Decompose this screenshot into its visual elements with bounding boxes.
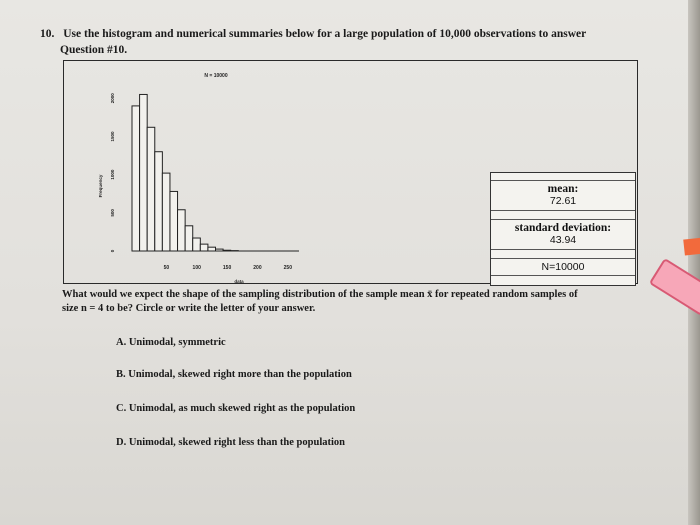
summary-blank-row xyxy=(491,276,635,285)
y-tick-label: 1500 xyxy=(110,131,115,142)
question-number: 10. xyxy=(40,28,55,40)
histogram-bar xyxy=(223,250,231,251)
histogram-bar xyxy=(193,238,201,251)
option-c[interactable]: C. Unimodal, as much skewed right as the population xyxy=(116,403,356,414)
histogram-bar xyxy=(208,247,216,251)
y-tick-label: 500 xyxy=(110,209,115,217)
sd-value: 43.94 xyxy=(549,234,577,246)
histogram-bar xyxy=(147,127,155,251)
y-tick-label: 0 xyxy=(110,249,115,253)
question-text-line2: Question #10. xyxy=(60,44,128,56)
chart-title: N = 10000 xyxy=(204,73,228,79)
histogram-chart xyxy=(64,61,424,283)
x-tick-label: 250 xyxy=(283,265,292,271)
question-prompt xyxy=(62,288,652,316)
histogram-bar xyxy=(170,191,178,251)
mean-label: mean: xyxy=(547,183,579,195)
y-tick-label: 1000 xyxy=(110,169,115,180)
y-tick-label: 2000 xyxy=(110,93,115,104)
histogram-bar xyxy=(155,152,163,251)
histogram-bar xyxy=(132,106,140,251)
x-axis-label: data xyxy=(234,279,244,283)
numerical-summary-table xyxy=(490,172,636,286)
x-tick-label: 50 xyxy=(163,265,170,271)
histogram-bar xyxy=(178,210,186,251)
mean-cell xyxy=(491,181,635,211)
x-tick-label: 200 xyxy=(253,265,262,271)
n-cell xyxy=(491,259,635,276)
figure-box xyxy=(63,60,638,284)
n-value: N=10000 xyxy=(541,261,585,273)
prompt-line2: size n = 4 to be? Circle or write the letter of your answer. xyxy=(62,303,316,314)
sd-cell xyxy=(491,220,635,250)
prompt-line1: What would we expect the shape of the sampling distribution of the sample mean x̄ for repeated random samples of xyxy=(62,289,578,300)
question-heading xyxy=(40,26,640,58)
option-a[interactable]: A. Unimodal, symmetric xyxy=(116,337,226,348)
mean-value: 72.61 xyxy=(549,195,577,207)
question-text-line1: Use the histogram and numerical summaries below for a large population of 10,000 observations to answer xyxy=(63,28,587,40)
histogram-bar xyxy=(216,249,224,251)
x-tick-label: 100 xyxy=(192,265,201,271)
summary-blank-row xyxy=(491,250,635,259)
histogram-bar xyxy=(140,94,148,251)
option-d[interactable]: D. Unimodal, skewed right less than the population xyxy=(116,437,345,448)
orange-sticky-tab xyxy=(683,236,700,255)
histogram-bar xyxy=(185,226,193,251)
summary-blank-row xyxy=(491,211,635,220)
x-tick-label: 150 xyxy=(222,265,232,271)
option-b[interactable]: B. Unimodal, skewed right more than the population xyxy=(116,369,352,380)
page-edge-shadow xyxy=(688,0,700,525)
y-axis-label: Frequency xyxy=(98,174,103,198)
histogram-bar xyxy=(162,173,170,251)
histogram-bar xyxy=(200,244,208,251)
summary-blank-row xyxy=(491,173,635,181)
sd-label: standard deviation: xyxy=(514,222,612,234)
